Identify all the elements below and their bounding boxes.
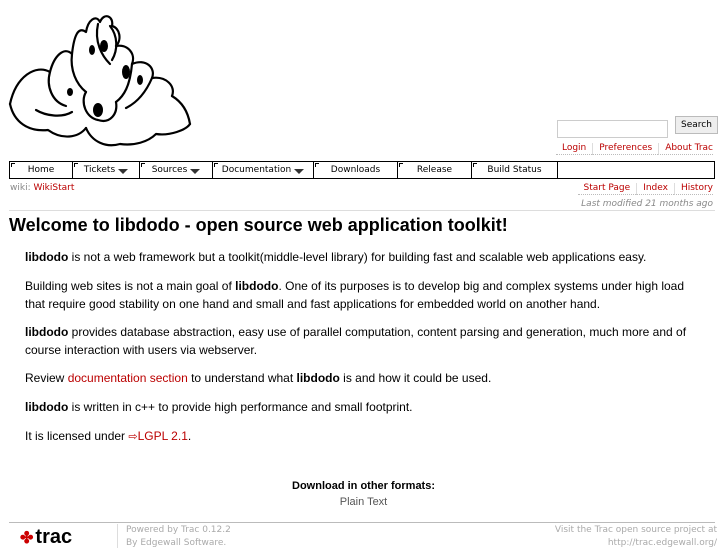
text: is and how it could be used. [339,371,492,385]
nav-tab-build-status[interactable] [472,162,558,178]
nav-tab-documentation[interactable] [213,162,314,178]
dropdown-arrow-icon [294,169,304,174]
lgpl-link[interactable]: LGPL 2.1 [137,429,188,443]
nav-tab-label: Tickets [83,165,116,175]
text: is written in c++ to provide high performance and small footprint. [68,400,413,414]
text: to understand what [187,371,297,385]
footer-divider [9,522,715,523]
text: Building web sites is not a main goal of [25,279,236,293]
text: Review [25,371,68,385]
nav-tab-label: Build Status [487,165,542,175]
trac-logo-text: trac [35,526,73,548]
paragraph-intro [25,248,705,266]
text: provides database abstraction, easy use of parallel computation, content parsing and generation, much more and of course interaction with users via webserver. [25,325,687,357]
bold-libdodo: libdodo [235,279,279,293]
paragraph-features [25,323,705,359]
search-input[interactable] [557,120,668,138]
bold-libdodo: libdodo [25,400,69,414]
paragraph-review [25,369,705,387]
text: . One of its purposes is to develop big and complex systems under high load that require good stability on one hand and small and fast applications for embedded world on another hand. [25,279,685,311]
trac-url-link[interactable]: http://trac.edgewall.org/ [607,538,717,548]
nav-tab-release[interactable] [398,162,472,178]
search-button[interactable]: Search [675,116,718,134]
footer-visit [555,524,717,550]
breadcrumb [10,183,74,193]
download-title: Download in other formats: [292,480,435,492]
powered-by-text[interactable]: Powered by Trac 0.12.2 [126,525,231,535]
site-logo[interactable] [6,6,196,150]
about-trac-link[interactable]: About Trac [658,143,713,155]
nav-tab-downloads[interactable] [314,162,398,178]
nav-tab-label: Downloads [330,165,381,175]
paragraph-license [25,427,705,446]
alternate-formats [0,480,727,508]
page-title: Welcome to libdodo - open source web application toolkit! [9,215,508,235]
bold-libdodo: libdodo [296,371,340,385]
nav-tab-label: Sources [151,165,188,175]
trac-logo[interactable] [20,526,72,549]
by-line-text[interactable]: By Edgewall Software. [126,538,227,548]
nav-tab-label: Documentation [221,165,292,175]
documentation-section-link[interactable]: documentation section [67,371,188,385]
trac-paw-icon: ✤ [20,530,34,547]
breadcrumb-page-link[interactable]: WikiStart [33,183,75,193]
login-link[interactable]: Login [556,143,592,155]
nav-tab-sources[interactable] [140,162,213,178]
nav-tab-tickets[interactable] [73,162,140,178]
visit-text: Visit the Trac open source project at [554,525,717,535]
bold-libdodo: libdodo [25,325,69,339]
plain-text-link[interactable]: Plain Text [339,496,388,508]
dropdown-arrow-icon [190,169,200,174]
text: is not a web framework but a toolkit(middle-level library) for building fast and scalable web applications easy. [68,250,647,264]
nav-tab-label: Home [27,165,55,175]
bold-libdodo: libdodo [25,250,69,264]
start-page-link[interactable]: Start Page [578,183,637,195]
nav-tab-label: Release [416,165,453,175]
divider [9,210,715,211]
paragraph-goals [25,277,705,313]
text: It is licensed under [25,429,129,443]
paragraph-cpp [25,398,705,416]
dropdown-arrow-icon [118,169,128,174]
text: . [187,429,192,443]
index-link[interactable]: Index [636,183,674,195]
footer-powered-by [117,524,231,548]
history-link[interactable]: History [674,183,713,195]
search-form [557,116,712,138]
breadcrumb-prefix: wiki: [10,183,31,193]
external-link-icon: ⇨ [128,431,138,443]
nav-tab-home[interactable] [10,162,73,178]
main-navigation [9,161,715,179]
context-navigation [578,183,713,195]
meta-navigation [556,143,713,155]
preferences-link[interactable]: Preferences [592,143,658,155]
last-modified[interactable]: Last modified 21 months ago [581,199,713,209]
